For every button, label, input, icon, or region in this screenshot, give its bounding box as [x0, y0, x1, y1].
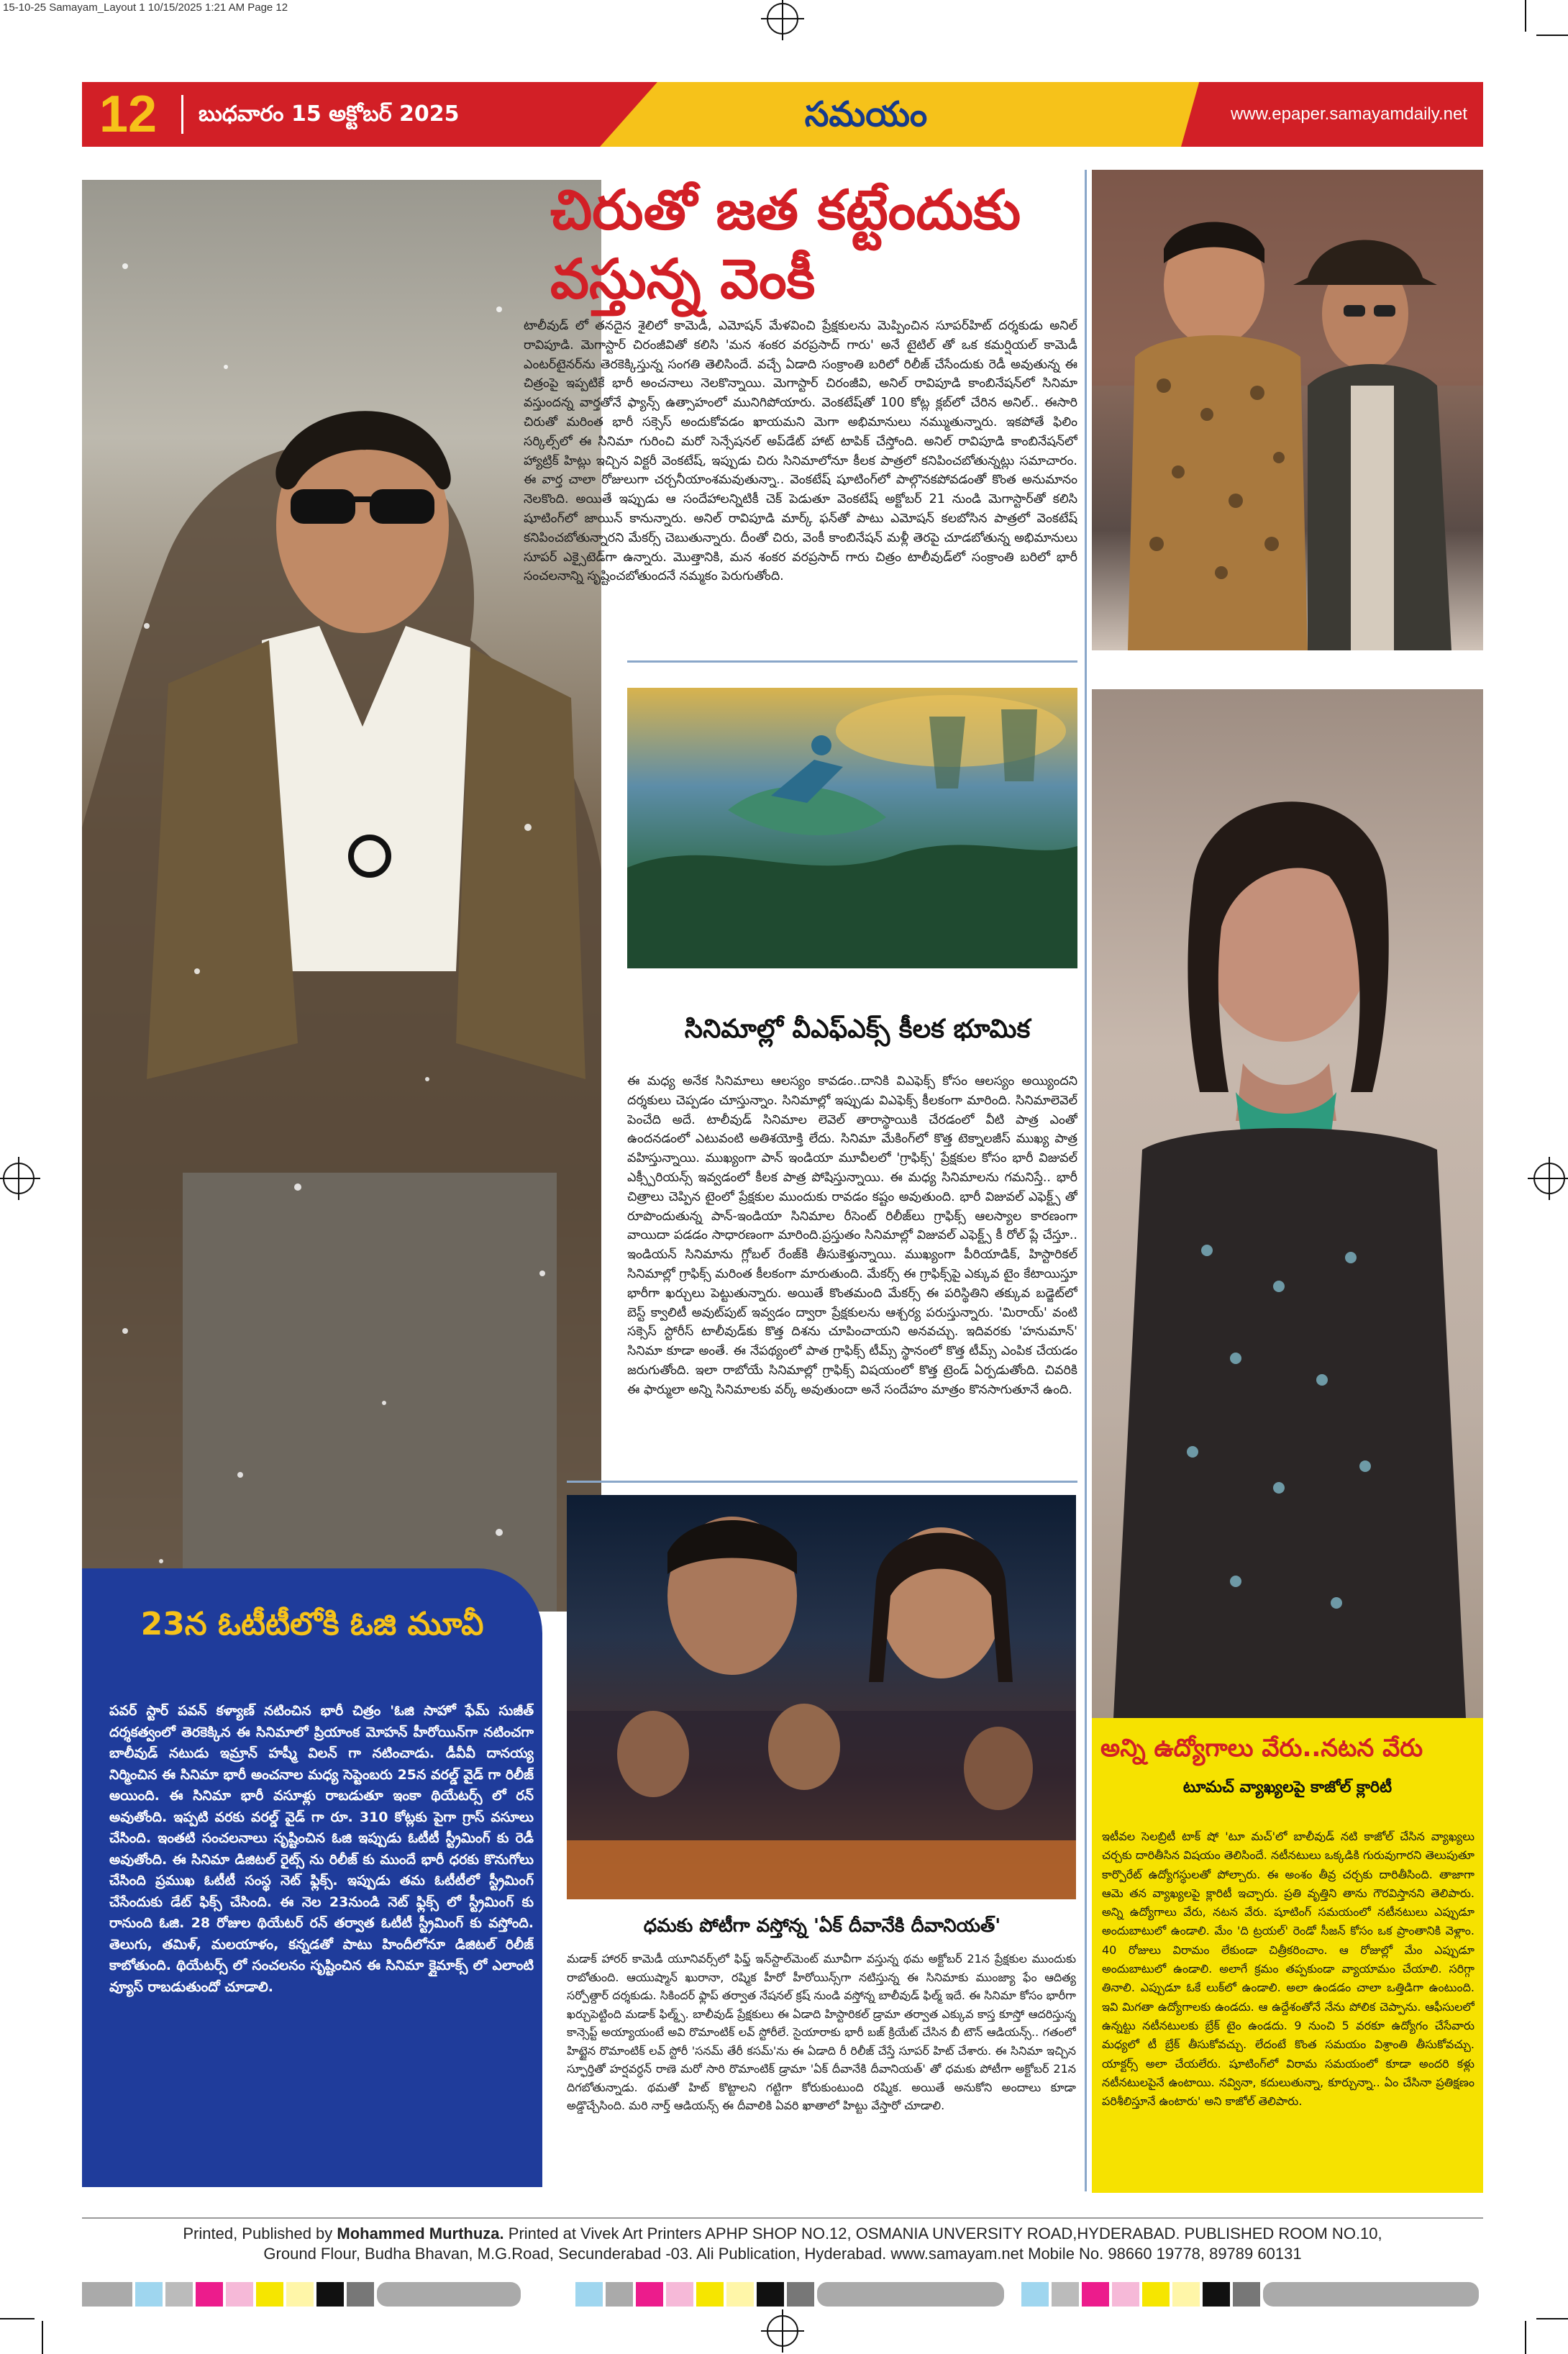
ek-deewane-poster: [567, 1495, 1076, 1899]
kajol-story-headline: అన్ని ఉద్యోగాలు వేరు..నటన వేరు: [1100, 1734, 1423, 1763]
epaper-url[interactable]: www.epaper.samayamdaily.net: [1230, 104, 1467, 124]
color-bar-right: [1021, 2282, 1482, 2307]
kajol-photo: [1092, 689, 1483, 1718]
venky-story-headline: చిరుతో జత కట్టేందుకు వస్తున్న వెంకీ: [550, 178, 1021, 311]
vfx-story-body: ఈ మధ్య అనేక సినిమాలు ఆలస్యం కావడం..దానికి విఎఫెక్స్ కోసం ఆలస్యం అయ్యిందని దర్శకులు చెప్పడం చూస్తున్నాం. సినిమాల్లో ఇప్పుడు విఎఫెక్స్ కీలకంగా మారింది. సినిమాలెవెల్ పెంచేది అదే. టాలీవుడ్ సినిమాల లెవెల్ తారాస్థాయికి చేరడంలో వీటి పాత్ర ఎంతో ఉందనడంలో ఎటువంటి అతిశయోక్తి లేదు. సినిమా మేకింగ్‌లో కొత్త టెక్నాలజీస్ ముఖ్య పాత్ర వహిస్తున్నాయి. ముఖ్యంగా పాన్ ఇండియా మూవీలలో 'గ్రాఫిక్స్' ప్రేక్షకుల కోసం భారీ విజువల్ ఎక్స్పీరియన్స్ ఇవ్వడంలో కీలక పాత్ర పోషిస్తున్నాయి. ఈ మధ్య సినిమాలను గమనిస్తే.. భారీ చిత్రాలు చెప్పిన టైంలో ప్రేక్షకుల ముందుకు రావడం కష్టం అవుతుంది. భారీ విజువల్ ఎఫెక్ట్స్ తో రూపొందుతున్న పాన్-ఇండియా సినిమాల రీసెంట్ రిలీజ్‌లు గ్రాఫిక్స్ ఆలస్యాల కారణంగా వాయిదా పడడం సాధారణంగా మారింది.ప్రస్తుతం సినిమాల్లో విజువల్ ఎఫెక్ట్స్ కీ రోల్ ప్లే చేస్తూ.. ఇండియన్ సినిమాను గ్లోబల్ రేంజ్‌కి తీసుకెళ్తున్నాయి. ముఖ్యంగా పీరియాడిక్, హిస్టారికల్ సినిమాల్లో గ్రాఫిక్స్ మరింత కీలకంగా మారుతుంది. మేకర్స్ ఈ గ్రాఫిక్స్‌పై ఎక్కువ టైం కేటాయిస్తూ భారీగా ఖర్చులు పెట్టుతున్నారు. అయితే కొంతమంది మేకర్స్ ఈ పరిస్థితిని తక్కువ బడ్జెట్‌లో బెస్ట్ క్వాలిటీ అవుట్‌పుట్ ఇవ్వడం ద్వారా ప్రేక్షకులను ఆశ్చర్య పరుస్తున్నారు. 'మిరాయ్' వంటి సక్సెస్ స్టోరీస్ టాలీవుడ్‌కు కొత్త దిశను చూపించాయని అనవచ్చు. ఇదివరకు 'హనుమాన్' సినిమా కూడా అంతే. ఈ నేపథ్యంలో పాత గ్రాఫిక్స్ టీమ్స్ స్థానంలో కొత్త టీమ్స్ ఎంపిక చేయడం జరుగుతోంది. ఇలా రాబోయే సినిమాల్లో గ్రాఫిక్స్ విషయంలో కొత్త ట్రెండ్ ఏర్పడుతోంది. చివరికి ఈ ఫార్ములా అన్ని సినిమాలకు వర్క్ అవుతుందా అనే సందేహం మాత్రం కొనసాగుతూనే ఉంది.: [627, 1074, 1077, 1397]
divider-line: [1085, 170, 1087, 2191]
venky-story-body: టాలీవుడ్ లో తనదైన శైలిలో కామెడీ, ఎమోషన్ మేళవించి ప్రేక్షకులను మెప్పించిన సూపర్‌హిట్ దర్శకుడు అనిల్ రావిపూడి. మెగాస్టార్ చిరంజీవితో కలిసి 'మన శంకర వరప్రసాద్ గారు' అనే టైటిల్ తో ఒక కమర్షియల్ కామెడీ ఎంటర్‌టైనర్‌ను తెరకెక్కిస్తున్న సంగతి తెలిసిందే. వచ్చే ఏడాది సంక్రాంతి బరిలో రిలీజ్ చేసేందుకు రెడీ అవుతున్న ఈ చిత్రంపై ఇప్పటికే భారీ అంచనాలు నెలకొన్నాయి. మెగాస్టార్ చిరంజీవి, అనిల్ రావిపూడి కాంబినేషన్‌లో సినిమా వస్తుందన్న వార్తతోనే ఫ్యాన్స్ ఉత్సాహంలో మునిగిపోయారు. వెంకటేష్‌తో 100 కోట్ల క్లబ్‌లో చేరిన అనిల్.. ఈసారి చిరుతో మరింత భారీ సక్సెస్ అందుకోవడం ఖాయమని మెగా అభిమానులు నమ్ముతున్నారు. ఇకపోతే ఫిలిం సర్కిల్స్‌లో ఈ సినిమా గురించి మరో సెన్సేషనల్ అప్‌డేట్ హాట్ టాపిక్ చేస్తోంది. అనిల్ రావిపూడి కాంబినేషన్‌లో హ్యాట్రిక్ హిట్లు ఇచ్చిన విక్టరీ వెంకటేష్, ఇప్పుడు చిరు సినిమాలోనూ కీలక పాత్రలో కనిపించబోతున్నట్లు సమాచారం. ఈ వార్త చాలా రోజులుగా చర్చనీయాంశమవుతున్నా.. వెంకటేష్ షూటింగ్‌లో పాల్గొనకపోవడంతో కొంత అనుమానం నెలకొంది. అయితే ఇప్పుడు ఆ సందేహాలన్నిటికీ చెక్ పెడుతూ వెంకటేష్ అక్టోబర్ 21 నుండి మెగాస్టార్‌తో కలిసి షూటింగ్‌లో జాయిన్ కానున్నారు. అనిల్ రావిపూడి మార్క్ ఫన్‌తో పాటు ఎమోషన్ కలబోసిన పాత్రలో వెంకటేష్ కనిపించబోతున్నారని మేకర్స్ చెబుతున్నారు. దీంతో చిరు, వెంకీ కాంబినేషన్ మళ్లీ తెరపై చూడబోతున్న అభిమానులు సూపర్ ఎక్సైటెడ్‌గా ఉన్నారు. మొత్తానికి, మన శంకర వరప్రసాద్ గారు చిత్రం టాలీవుడ్‌లో సంక్రాంతి బరిలో భారీ సంచలనాన్ని సృష్టించబోతుందనే నమ్మకం పెరుగుతోంది.: [524, 319, 1077, 584]
imprint-line-2: Ground Flour, Budha Bhavan, M.G.Road, Secunderabad -03. Ali Publication, Hyderabad. www.samayam.net Mobile No. 98660 19778, 89789 60131: [263, 2245, 1302, 2263]
og-story-body: పవర్ స్టార్ పవన్ కళ్యాణ్ నటించిన భారీ చిత్రం 'ఓజి సాహో ఫేమ్ సుజీత్ దర్శకత్వంలో తెరకెక్కిన ఈ సినిమాలో ప్రియాంక మోహన్ హీరోయిన్‌గా నటించగా బాలీవుడ్ నటుడు ఇమ్రాన్ హష్మీ విలన్ గా నటించాడు. డీవీవీ దానయ్య నిర్మించిన ఈ సినిమా భారీ అంచనాల మధ్య సెప్టెంబరు 25న వరల్డ్ వైడ్ గా రిలీజ్ అయింది. ఈ సినిమా భారీ వసూళ్లు రాబడుతూ ఇంకా థియేటర్స్ లో రన్ అవుతోంది. ఇప్పటి వరకు వరల్డ్ వైడ్ గా రూ. 310 కోట్లకు పైగా గ్రాస్ వసూలు చేసింది. ఇంతటి సంచలనాలు సృష్టించిన ఓజి ఇప్పుడు ఓటీటీ స్ట్రీమింగ్ కు రెడీ అవుతోంది. ఈ సినిమా డిజిటల్ రైట్స్ ను రిలీజ్ కు ముందే భారీ ధరకు కొనుగోలు చేసింది ప్రముఖ ఓటీటీ సంస్థ నెట్ ఫ్లిక్స్. ఇప్పుడు తమ ఓటీటీలో స్ట్రీమింగ్ చేసేందుకు డేట్ ఫిక్స్ చేసింది. ఈ నెల 23నుండి నెట్ ఫ్లిక్స్ లో స్ట్రీమింగ్ కు రానుంది ఓజి. 28 రోజుల థియేటర్ రన్ తర్వాత ఓటీటీ స్ట్రీమింగ్ కు వస్తోంది. తెలుగు, తమిళ్, మలయాళం, కన్నడతో పాటు హిందీలోనూ డిజిటల్ రిలీజ్ కాబోతుంది. థియేటర్స్ లో సంచలనం సృష్టించిన ఈ సినిమా క్లైమాక్స్ లో ఎలాంటి వ్యూస్ రాబడుతుందో చూడాలి.: [109, 1703, 534, 1995]
divider-line: [567, 1481, 1077, 1483]
issue-date: బుధవారం 15 అక్టోబర్ 2025: [199, 101, 460, 127]
color-bar-middle: [575, 2282, 1021, 2307]
print-slug: 15-10-25 Samayam_Layout 1 10/15/2025 1:21 AM Page 12: [3, 1, 288, 14]
avatar-vfx-photo: [627, 688, 1077, 968]
imprint-rest: Printed at Vivek Art Printers APHP SHOP NO.12, OSMANIA UNVERSITY ROAD,HYDERABAD. PUBLISHED ROOM NO.10,: [508, 2225, 1382, 2242]
ek-deewane-story-headline: ధమకు పోటీగా వస్తోన్న 'ఏక్ దీవానేకి దీవానియత్': [643, 1915, 1001, 1937]
masthead: [82, 82, 1483, 147]
registration-mark-bottom: [767, 2315, 798, 2347]
color-bar-left: [82, 2282, 528, 2307]
footer-rule: [82, 2217, 1483, 2219]
divider-line: [627, 660, 1077, 663]
crop-mark: [1536, 35, 1568, 36]
registration-mark-left: [3, 1163, 35, 1194]
chiranjeevi-venkatesh-photo: [1092, 170, 1483, 650]
newspaper-brand: సమయం: [804, 94, 928, 135]
ek-deewane-story-body: మడాక్ హారర్ కామెడీ యూనివర్స్‌లో ఫిఫ్త్ ఇన్‌స్టాల్‌మెంట్ మూవీగా వస్తున్న థమ అక్టోబర్ 21న ప్రేక్షకుల ముందుకు రాబోతుంది. ఆయుష్మాన్ ఖురానా, రష్మిక హీరో హీరోయిన్స్‌గా నటిస్తున్న ఈ సినిమాకు ముంజ్యా ఫేం ఆదిత్య సర్పోత్దార్ దర్శకుడు. సికిందర్ ఫ్లాప్ తర్వాత నేషనల్ క్రష్ నుండి వస్తోన్న బాలీవుడ్ ఫిల్మ్ ఇదే. ఈ సినిమా కోసం భారీగా ఖర్చుపెట్టింది మడాక్ ఫిల్మ్స్. బాలీవుడ్ ప్రేక్షకులు ఈ ఏడాది హిస్టారికల్ డ్రామా తర్వాత ఎక్కువ కాస్త కూస్తో ఆదరిస్తున్న కాన్సెప్ట్ అయ్యాయంటే అవి రొమాంటిక్ లవ్ స్టోరీలే. సైయారాకు భారీ బజ్ క్రియేట్ చేసిన బీ టౌన్ ఆడియన్స్.. గతంలో హిట్టైన రొమాంటిక్ లవ్ స్టోరీ 'సనమ్ తేరీ కసమ్'ను ఈ ఏడాది రీ రిలీజ్ చేస్తే సూపర్ హిట్ చేశారు. ఈ సినిమా ఇచ్చిన స్ఫూర్తితో హర్షవర్ధన్ రాణె మరో సారి రొమాంటిక్ డ్రామా 'ఏక్ దీవానేకి దీవానియత్' తో ధమకు పోటీగా అక్టోబర్ 21న దిగబోతున్నాడు. థమతో హిట్ కొట్టాలని గట్టిగా కోరుకుంటుంది రష్మిక. అయితే అనుకోని అందాలు కూడా అడ్డొచ్చేసింది. మరి నార్త్ ఆడియన్స్ ఈ దీవాలికి ఏవరి ఖాతాలో హిట్టు వేస్తారో చూడాలి.: [567, 1952, 1076, 2112]
crop-mark: [1525, 2321, 1526, 2354]
crop-mark: [0, 2318, 35, 2319]
kajol-story-subheadline: టూమచ్ వ్యాఖ్యలపై కాజోల్ క్లారిటీ: [1182, 1778, 1392, 1796]
crop-mark: [42, 2321, 43, 2354]
imprint-line-1: [82, 2225, 1483, 2243]
crop-mark: [1525, 0, 1526, 32]
registration-mark-top: [767, 3, 798, 35]
imprint-prefix: Printed, Published by: [183, 2225, 333, 2242]
crop-mark: [1536, 2318, 1568, 2319]
vfx-story-headline: సినిమాల్లో వీఎఫ్ఎక్స్ కీలక భూమిక: [684, 1014, 1031, 1044]
registration-mark-right: [1533, 1163, 1565, 1194]
masthead-divider: [181, 95, 183, 134]
page-number: 12: [99, 86, 158, 143]
publisher-name: Mohammed Murthuza.: [337, 2225, 504, 2242]
kajol-story-body: ఇటీవల సెలబ్రిటీ టాక్ షో 'టూ మచ్'లో బాలీవుడ్ నటి కాజోల్ చేసిన వ్యాఖ్యలు చర్చకు దారితీసిన విషయం తెలిసిందే. నటీనటులు ఒక్కడికి గురువుగారని తెలుపుతూ కార్పొరేట్ ఉద్యోగస్థులతో పోల్చారు. ఈ అంశం తీవ్ర చర్చకు దారితీసింది. తాజాగా ఆమె తన వ్యాఖ్యలపై క్లారిటీ ఇచ్చారు. ప్రతి వృత్తిని తాను గౌరవిస్తానని తెలిపారు. అన్ని ఉద్యోగాలు వేరు, నటన వేరు. షూటింగ్ సమయంలో నటీనటులు ఎప్పుడూ అందుబాటులో ఉండాలి. మేం 'ది ట్రయల్' రెండో సీజన్ కోసం ఒక ప్రాంతానికి వెళ్లాం. 40 రోజులు విరామం లేకుండా చిత్రీకరించాం. ఆ రోజుల్లో మేం ఎప్పుడూ అందుబాటులో ఉండాలి. అలాగే క్రమం తప్పకుండా వ్యాయామం చేయాలి. సరిగ్గా తినాలి. ఎప్పుడూ ఓకే లుక్‌లో ఉండాలి. అలా ఉండడం చాలా ఒత్తిడిగా ఉంటుంది. ఇవి మిగతా ఉద్యోగాలకు ఉండదు. ఆ ఉద్దేశంతోనే నేను పోలిక చెప్పాను. ఆఫీసులలో ఉన్నట్టు నటీనటులకు బ్రేక్ టైం ఉండదు. 9 నుంచి 5 వరకూ ఉద్యోగం చేసేవారు మధ్యలో టీ బ్రేక్ తీసుకోవచ్చు. లేదంటే కొంత సమయం విశ్రాంతి తీసుకోవచ్చు. యాక్టర్స్ అలా చేయలేరు. షూటింగ్‌లో విరామ సమయంలో కూడా అందరి కళ్లు నటీనటులపైనే ఉంటాయి. నవ్వినా, కదులుతున్నా, కూర్చున్నా.. ఏం చేసినా ప్రతిక్షణం పరిశీలిస్తూనే ఉంటారు' అని కాజోల్ తెలిపారు.: [1102, 1830, 1474, 2109]
og-story-headline: 23న ఓటీటీలోకి ఓజి మూవీ: [140, 1606, 484, 1642]
